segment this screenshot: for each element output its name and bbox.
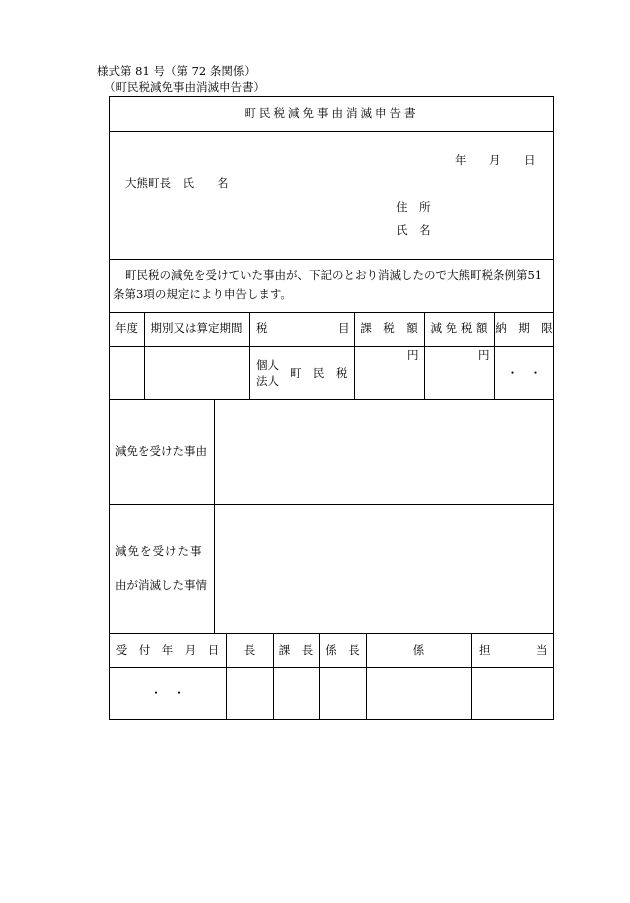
reason-label: 減免を受けた事由: [115, 444, 207, 458]
yen-unit-reduction: 円: [478, 348, 490, 362]
divider: [109, 399, 554, 400]
individual-label: 個人: [256, 358, 279, 372]
divider: [109, 312, 554, 313]
header-due-date: 納 期 限: [495, 321, 553, 335]
divider: [471, 633, 472, 720]
divider: [109, 346, 554, 347]
circumstance-label-line-2: 由が消滅した事情: [115, 578, 207, 592]
name-label: 氏 名: [396, 223, 431, 237]
corporation-label: 法人: [256, 374, 279, 388]
due-date-dots: ・ ・: [506, 366, 542, 380]
date-day: 日: [524, 153, 536, 167]
header-tax-amount: 課 税 額: [360, 321, 418, 335]
statement-line-1: 町民税の減免を受けていた事由が、下記のとおり消滅したので大熊町税条例第51: [125, 268, 543, 282]
divider: [109, 667, 554, 668]
header-period: 期別又は算定期間: [150, 321, 243, 335]
section-chief-label: 課 長: [278, 643, 314, 657]
circumstance-label-line-1: 減免を受けた事: [115, 544, 203, 558]
tax-name: 町 民 税: [290, 366, 348, 380]
form-number: 様式第 81 号（第 72 条関係）: [97, 64, 256, 78]
divider: [109, 504, 554, 505]
header-tax-item-right: 目: [338, 321, 350, 335]
divider: [109, 633, 554, 634]
divider: [109, 259, 554, 260]
subsection-chief-label: 係 長: [325, 643, 360, 657]
divider: [214, 399, 215, 633]
header-reduction-amount: 減 免 税 額: [430, 321, 488, 335]
header-tax-item-left: 税: [256, 321, 268, 335]
address-label: 住 所: [396, 200, 431, 214]
person-in-charge-right: 当: [536, 643, 548, 657]
divider: [249, 312, 250, 399]
yen-unit-tax: 円: [407, 348, 419, 362]
divider: [109, 131, 554, 132]
reception-date-dots: ・ ・: [150, 686, 185, 700]
date-month: 月: [489, 153, 501, 167]
form-subtitle: （町民税減免事由消滅申告書）: [104, 80, 265, 94]
statement-line-2: 条第3項の規定により申告します。: [113, 287, 292, 301]
chief-label: 長: [243, 643, 256, 657]
person-in-charge-left: 担: [479, 643, 491, 657]
date-year: 年: [455, 153, 467, 167]
reception-date-label: 受 付 年 月 日: [115, 643, 220, 657]
form-title: 町民税減免事由消滅申告書: [244, 106, 419, 120]
addressee: 大熊町長 氏 名: [125, 176, 229, 190]
staff-label: 係: [412, 643, 425, 657]
header-year: 年度: [115, 321, 138, 335]
